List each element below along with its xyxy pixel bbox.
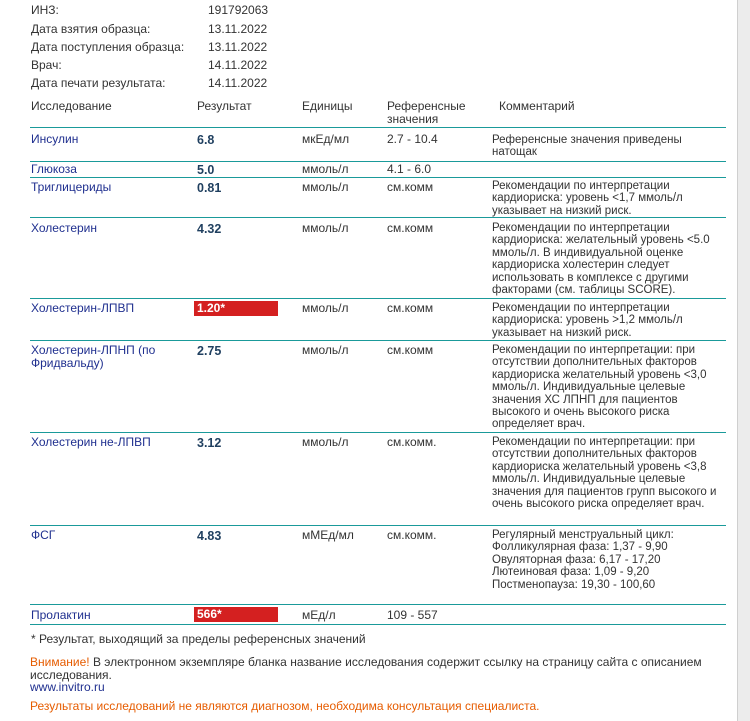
row-separator <box>30 525 726 526</box>
units-value: мкЕд/мл <box>302 132 350 146</box>
meta-label: Дата поступления образца: <box>31 40 185 54</box>
reference-value: см.комм <box>387 180 434 194</box>
warning-label: Внимание! <box>30 655 90 669</box>
row-separator <box>30 604 726 605</box>
reference-value: см.комм <box>387 301 434 315</box>
reference-value: см.комм. <box>387 435 437 449</box>
meta-label: Дата печати результата: <box>31 76 166 90</box>
row-separator <box>30 127 726 128</box>
site-link[interactable]: www.invitro.ru <box>30 680 105 694</box>
header-study: Исследование <box>31 99 112 113</box>
meta-value: 13.11.2022 <box>208 40 268 54</box>
study-name[interactable]: Пролактин <box>31 608 91 622</box>
footnote: * Результат, выходящий за пределы референсных значений <box>31 632 366 646</box>
header-units: Единицы <box>302 99 353 113</box>
comment-text: Референсные значения приведены натощак <box>492 134 682 159</box>
warning-notice <box>30 656 730 682</box>
page-edge <box>737 0 750 721</box>
units-value: ммоль/л <box>302 435 349 449</box>
meta-label: Врач: <box>31 58 62 72</box>
row-separator <box>30 298 726 299</box>
row-separator <box>30 432 726 433</box>
study-name[interactable]: Холестерин <box>31 221 97 235</box>
meta-value: 14.11.2022 <box>208 58 268 72</box>
units-value: ммоль/л <box>302 221 349 235</box>
reference-value: 2.7 - 10.4 <box>387 132 438 146</box>
result-value-flagged: 566* <box>194 607 278 622</box>
reference-value: см.комм. <box>387 528 437 542</box>
units-value: мЕд/л <box>302 608 336 622</box>
study-name[interactable]: Холестерин-ЛПВП <box>31 301 135 315</box>
row-separator <box>30 624 726 625</box>
row-separator <box>30 177 726 178</box>
study-name[interactable]: Холестерин не-ЛПВП <box>31 435 151 449</box>
result-value-flagged: 1.20* <box>194 301 278 316</box>
study-name[interactable]: Триглицериды <box>31 180 112 194</box>
meta-value: 14.11.2022 <box>208 76 268 90</box>
result-value: 6.8 <box>197 133 215 147</box>
study-name[interactable]: ФСГ <box>31 528 56 542</box>
header-reference: Референсные значения <box>387 99 466 126</box>
result-value: 5.0 <box>197 163 215 177</box>
comment-text: Рекомендации по интерпретации кардиориска: желательный уровень <5.0 ммоль/л. В индивидуальной оценке кардиориска холестерин следует использовать в комплексе с другими факторами (см. таблицы SCORE). <box>492 222 710 297</box>
row-separator <box>30 161 726 162</box>
comment-text: Регулярный менструальный цикл: Фолликулярная фаза: 1,37 - 9,90 Овуляторная фаза: 6,17 - 17,20 Лютеиновая фаза: 1,09 - 9,20 Постменопауза: 19,30 - 100,60 <box>492 529 674 591</box>
comment-text: Рекомендации по интерпретации кардиориска: уровень <1,7 ммоль/л указывает на низкий риск. <box>492 180 683 217</box>
row-separator <box>30 340 726 341</box>
units-value: ммоль/л <box>302 180 349 194</box>
reference-value: см.комм <box>387 221 434 235</box>
comment-text: Рекомендации по интерпретации: при отсутствии дополнительных факторов кардиориска желательный уровень <3,8 ммоль/л. Индивидуальные целевые значения для пациентов групп высокого и очень высокого риска определяет врач. <box>492 436 717 511</box>
warning-text: В электронном экземпляре бланка название исследования содержит ссылку на страницу сайта с описанием исследования. <box>30 655 702 682</box>
study-name[interactable]: Холестерин-ЛПНП (по Фридвальду) <box>31 343 156 370</box>
meta-label: Дата взятия образца: <box>31 22 151 36</box>
result-value: 3.12 <box>197 436 222 450</box>
study-name[interactable]: Инсулин <box>31 132 79 146</box>
comment-text: Рекомендации по интерпретации кардиориска: уровень >1,2 ммоль/л указывает на низкий риск. <box>492 302 683 339</box>
meta-value: 13.11.2022 <box>208 22 268 36</box>
meta-value: 191792063 <box>208 3 269 17</box>
reference-value: 109 - 557 <box>387 608 438 622</box>
reference-value: см.комм <box>387 343 434 357</box>
header-comment: Комментарий <box>499 99 575 113</box>
header-result: Результат <box>197 99 252 113</box>
units-value: ммоль/л <box>302 162 349 176</box>
result-value: 4.32 <box>197 222 222 236</box>
units-value: мМЕд/мл <box>302 528 354 542</box>
reference-value: 4.1 - 6.0 <box>387 162 432 176</box>
result-value: 2.75 <box>197 344 222 358</box>
disclaimer: Результаты исследований не являются диагнозом, необходима консультация специалиста. <box>30 699 540 713</box>
comment-text: Рекомендации по интерпретации: при отсутствии дополнительных факторов кардиориска желательный уровень <3,0 ммоль/л. Индивидуальные целевые значения ХС ЛПНП для пациентов высокого и очень высокого риска определяет врач. <box>492 344 707 431</box>
units-value: ммоль/л <box>302 343 349 357</box>
result-value: 4.83 <box>197 529 222 543</box>
study-name[interactable]: Глюкоза <box>31 162 77 176</box>
units-value: ммоль/л <box>302 301 349 315</box>
meta-label: ИНЗ: <box>31 3 59 17</box>
result-value: 0.81 <box>197 181 222 195</box>
